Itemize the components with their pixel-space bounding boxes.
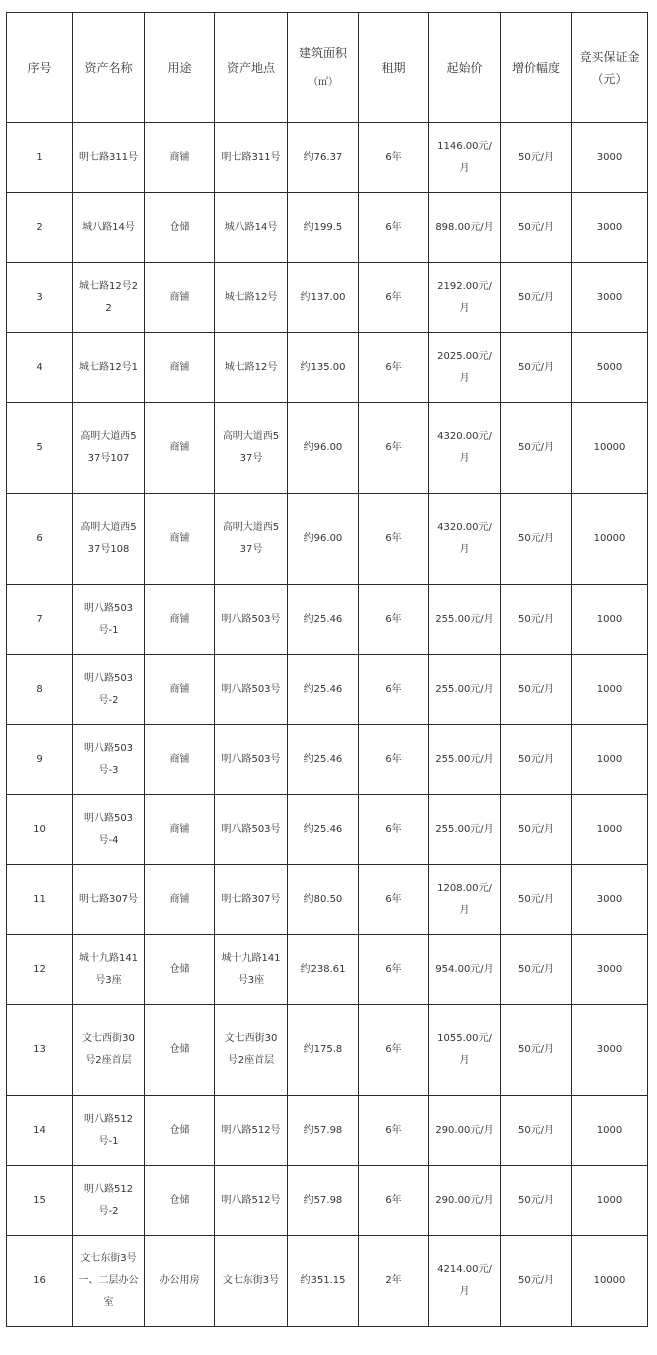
table-row	[7, 1166, 648, 1236]
cell-no: 4	[7, 333, 73, 403]
header-use: 用途	[145, 13, 215, 123]
cell-term: 6年	[359, 403, 429, 494]
header-area-label: 建筑面积	[298, 45, 347, 60]
cell-use: 商铺	[145, 655, 215, 725]
cell-start-price: 255.00元/月	[429, 585, 501, 655]
table-row	[7, 1236, 648, 1327]
cell-term: 6年	[359, 193, 429, 263]
cell-use: 商铺	[145, 585, 215, 655]
cell-start-price: 290.00元/月	[429, 1096, 501, 1166]
cell-increment: 50元/月	[501, 1166, 572, 1236]
cell-increment: 50元/月	[501, 935, 572, 1005]
cell-use: 商铺	[145, 403, 215, 494]
cell-no: 9	[7, 725, 73, 795]
cell-deposit: 3000	[572, 123, 648, 193]
cell-start-price: 1055.00元/月	[429, 1005, 501, 1096]
table-row	[7, 1096, 648, 1166]
cell-deposit: 1000	[572, 795, 648, 865]
cell-location: 高明大道西537号	[215, 494, 288, 585]
header-asset-name: 资产名称	[73, 13, 145, 123]
cell-location: 明八路503号	[215, 585, 288, 655]
cell-increment: 50元/月	[501, 1096, 572, 1166]
cell-location: 明七路311号	[215, 123, 288, 193]
cell-deposit: 5000	[572, 333, 648, 403]
header-start-price: 起始价	[429, 13, 501, 123]
cell-deposit: 1000	[572, 585, 648, 655]
cell-area: 约137.00	[288, 263, 359, 333]
table-row	[7, 1005, 648, 1096]
cell-increment: 50元/月	[501, 333, 572, 403]
cell-term: 2年	[359, 1236, 429, 1327]
cell-term: 6年	[359, 494, 429, 585]
cell-area: 约135.00	[288, 333, 359, 403]
cell-area: 约25.46	[288, 725, 359, 795]
cell-location: 城八路14号	[215, 193, 288, 263]
cell-asset-name: 高明大道西537号107	[73, 403, 145, 494]
cell-term: 6年	[359, 123, 429, 193]
table-row	[7, 655, 648, 725]
cell-start-price: 898.00元/月	[429, 193, 501, 263]
cell-asset-name: 明八路512号-2	[73, 1166, 145, 1236]
table-row	[7, 333, 648, 403]
cell-use: 商铺	[145, 494, 215, 585]
cell-start-price: 2192.00元/月	[429, 263, 501, 333]
cell-increment: 50元/月	[501, 1005, 572, 1096]
cell-location: 明八路503号	[215, 795, 288, 865]
cell-asset-name: 城八路14号	[73, 193, 145, 263]
cell-use: 仓储	[145, 1096, 215, 1166]
cell-increment: 50元/月	[501, 795, 572, 865]
cell-no: 12	[7, 935, 73, 1005]
cell-no: 2	[7, 193, 73, 263]
cell-increment: 50元/月	[501, 263, 572, 333]
cell-increment: 50元/月	[501, 865, 572, 935]
table-row	[7, 935, 648, 1005]
cell-term: 6年	[359, 795, 429, 865]
cell-increment: 50元/月	[501, 655, 572, 725]
cell-deposit: 3000	[572, 935, 648, 1005]
cell-deposit: 10000	[572, 494, 648, 585]
cell-area: 约238.61	[288, 935, 359, 1005]
cell-location: 明八路512号	[215, 1166, 288, 1236]
cell-no: 11	[7, 865, 73, 935]
cell-no: 14	[7, 1096, 73, 1166]
cell-area: 约57.98	[288, 1166, 359, 1236]
cell-asset-name: 明七路307号	[73, 865, 145, 935]
cell-use: 仓储	[145, 935, 215, 1005]
cell-no: 6	[7, 494, 73, 585]
cell-area: 约351.15	[288, 1236, 359, 1327]
header-term: 租期	[359, 13, 429, 123]
cell-no: 15	[7, 1166, 73, 1236]
table-row	[7, 403, 648, 494]
cell-term: 6年	[359, 1096, 429, 1166]
cell-start-price: 954.00元/月	[429, 935, 501, 1005]
cell-no: 8	[7, 655, 73, 725]
cell-asset-name: 明八路503号-2	[73, 655, 145, 725]
table-row	[7, 795, 648, 865]
cell-increment: 50元/月	[501, 585, 572, 655]
header-deposit: 竞买保证金（元）	[572, 13, 648, 123]
cell-asset-name: 明八路512号-1	[73, 1096, 145, 1166]
cell-area: 约76.37	[288, 123, 359, 193]
cell-asset-name: 城七路12号1	[73, 333, 145, 403]
cell-start-price: 255.00元/月	[429, 795, 501, 865]
cell-increment: 50元/月	[501, 494, 572, 585]
header-area-unit: （㎡）	[308, 76, 338, 88]
cell-start-price: 255.00元/月	[429, 725, 501, 795]
cell-deposit: 1000	[572, 1166, 648, 1236]
cell-location: 高明大道西537号	[215, 403, 288, 494]
table-row	[7, 865, 648, 935]
cell-use: 仓储	[145, 1005, 215, 1096]
cell-location: 城十九路141号3座	[215, 935, 288, 1005]
cell-increment: 50元/月	[501, 123, 572, 193]
cell-use: 商铺	[145, 865, 215, 935]
cell-asset-name: 明七路311号	[73, 123, 145, 193]
cell-asset-name: 城七路12号22	[73, 263, 145, 333]
table-row	[7, 494, 648, 585]
cell-deposit: 1000	[572, 655, 648, 725]
cell-use: 办公用房	[145, 1236, 215, 1327]
header-no: 序号	[7, 13, 73, 123]
cell-increment: 50元/月	[501, 193, 572, 263]
table-row	[7, 725, 648, 795]
table-row	[7, 123, 648, 193]
cell-use: 商铺	[145, 333, 215, 403]
cell-area: 约96.00	[288, 494, 359, 585]
cell-location: 城七路12号	[215, 263, 288, 333]
header-area	[288, 13, 359, 123]
cell-area: 约25.46	[288, 795, 359, 865]
header-increment: 增价幅度	[501, 13, 572, 123]
cell-no: 3	[7, 263, 73, 333]
cell-location: 文七东街3号	[215, 1236, 288, 1327]
cell-use: 仓储	[145, 1166, 215, 1236]
cell-area: 约175.8	[288, 1005, 359, 1096]
cell-area: 约25.46	[288, 655, 359, 725]
cell-use: 商铺	[145, 795, 215, 865]
cell-term: 6年	[359, 333, 429, 403]
cell-start-price: 290.00元/月	[429, 1166, 501, 1236]
cell-term: 6年	[359, 1166, 429, 1236]
cell-area: 约57.98	[288, 1096, 359, 1166]
cell-no: 10	[7, 795, 73, 865]
cell-deposit: 1000	[572, 1096, 648, 1166]
cell-location: 文七西街30号2座首层	[215, 1005, 288, 1096]
cell-location: 明七路307号	[215, 865, 288, 935]
cell-start-price: 4214.00元/月	[429, 1236, 501, 1327]
cell-asset-name: 文七东街3号一、二层办公室	[73, 1236, 145, 1327]
table-row	[7, 263, 648, 333]
cell-use: 商铺	[145, 123, 215, 193]
cell-asset-name: 明八路503号-4	[73, 795, 145, 865]
cell-increment: 50元/月	[501, 725, 572, 795]
cell-asset-name: 文七西街30号2座首层	[73, 1005, 145, 1096]
cell-location: 明八路503号	[215, 725, 288, 795]
cell-asset-name: 城十九路141号3座	[73, 935, 145, 1005]
cell-use: 商铺	[145, 263, 215, 333]
table-row	[7, 193, 648, 263]
table-row	[7, 585, 648, 655]
cell-deposit: 3000	[572, 263, 648, 333]
cell-term: 6年	[359, 585, 429, 655]
cell-start-price: 255.00元/月	[429, 655, 501, 725]
cell-term: 6年	[359, 865, 429, 935]
cell-area: 约199.5	[288, 193, 359, 263]
cell-asset-name: 明八路503号-3	[73, 725, 145, 795]
cell-use: 商铺	[145, 725, 215, 795]
cell-location: 明八路503号	[215, 655, 288, 725]
cell-term: 6年	[359, 1005, 429, 1096]
table-body	[7, 123, 648, 1327]
cell-deposit: 10000	[572, 403, 648, 494]
header-location: 资产地点	[215, 13, 288, 123]
cell-start-price: 4320.00元/月	[429, 494, 501, 585]
asset-lease-table	[6, 12, 648, 1327]
cell-deposit: 10000	[572, 1236, 648, 1327]
cell-location: 明八路512号	[215, 1096, 288, 1166]
cell-start-price: 2025.00元/月	[429, 333, 501, 403]
cell-deposit: 3000	[572, 1005, 648, 1096]
cell-no: 5	[7, 403, 73, 494]
cell-start-price: 1146.00元/月	[429, 123, 501, 193]
cell-area: 约80.50	[288, 865, 359, 935]
cell-term: 6年	[359, 263, 429, 333]
cell-area: 约96.00	[288, 403, 359, 494]
cell-increment: 50元/月	[501, 403, 572, 494]
cell-area: 约25.46	[288, 585, 359, 655]
cell-asset-name: 明八路503号-1	[73, 585, 145, 655]
cell-no: 1	[7, 123, 73, 193]
cell-start-price: 4320.00元/月	[429, 403, 501, 494]
cell-deposit: 3000	[572, 865, 648, 935]
cell-term: 6年	[359, 725, 429, 795]
cell-use: 仓储	[145, 193, 215, 263]
cell-deposit: 3000	[572, 193, 648, 263]
cell-location: 城七路12号	[215, 333, 288, 403]
cell-term: 6年	[359, 935, 429, 1005]
cell-no: 16	[7, 1236, 73, 1327]
cell-increment: 50元/月	[501, 1236, 572, 1327]
cell-asset-name: 高明大道西537号108	[73, 494, 145, 585]
cell-no: 13	[7, 1005, 73, 1096]
cell-deposit: 1000	[572, 725, 648, 795]
header-row	[7, 13, 648, 123]
cell-start-price: 1208.00元/月	[429, 865, 501, 935]
cell-term: 6年	[359, 655, 429, 725]
cell-no: 7	[7, 585, 73, 655]
